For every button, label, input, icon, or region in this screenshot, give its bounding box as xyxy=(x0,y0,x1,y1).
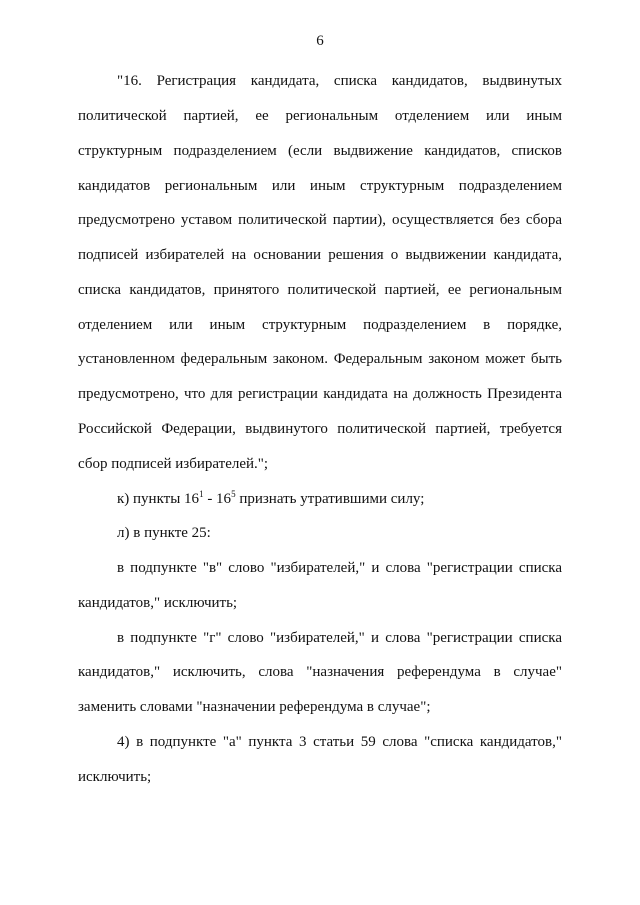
paragraph-16-line-9: установленном федеральным законом. Федеральным законом может быть xyxy=(78,351,562,367)
subitem-v-line-1: в подпункте "в" слово "избирателей," и слова "регистрации списка xyxy=(117,560,562,576)
item-k-sup-1: 1 xyxy=(199,489,204,499)
paragraph-16-line-2: политической партией, ее региональным отделением или иным xyxy=(78,108,562,124)
paragraph-16-line-6: подписей избирателей на основании решения о выдвижении кандидата, xyxy=(78,247,562,263)
page-number: 6 xyxy=(316,33,324,49)
paragraph-16-line-12: сбор подписей избирателей."; xyxy=(78,456,269,472)
paragraph-16-line-8: отделением или иным структурным подразделением в порядке, xyxy=(78,317,562,333)
subitem-g-line-3: заменить словами "назначении референдума в случае"; xyxy=(78,699,431,715)
subitem-v-line-2: кандидатов," исключить; xyxy=(78,595,238,611)
subitem-g-line-1: в подпункте "г" слово "избирателей," и слова "регистрации списка xyxy=(117,630,562,646)
item-k-prefix: к) пункты 16 xyxy=(117,491,200,507)
item-k xyxy=(117,490,562,508)
item-k-suffix: признать утратившими силу; xyxy=(235,491,425,507)
item-k-sup-5: 5 xyxy=(231,489,236,499)
paragraph-16-line-7: списка кандидатов, принятого политической партией, ее региональным xyxy=(78,282,562,298)
item-4-line-1: 4) в подпункте "а" пункта 3 статьи 59 слова "списка кандидатов," xyxy=(117,734,562,750)
paragraph-16-line-4: кандидатов региональным или иным структурным подразделением xyxy=(78,178,562,194)
paragraph-16-line-10: предусмотрено, что для регистрации кандидата на должность Президента xyxy=(78,386,562,402)
item-4-line-2: исключить; xyxy=(78,769,152,785)
item-l: л) в пункте 25: xyxy=(117,525,211,541)
paragraph-16-line-11: Российской Федерации, выдвинутого политической партией, требуется xyxy=(78,421,562,437)
paragraph-16-line-5: предусмотрено уставом политической партии), осуществляется без сбора xyxy=(78,212,562,228)
paragraph-16-line-3: структурным подразделением (если выдвижение кандидатов, списков xyxy=(78,143,562,159)
item-k-mid: - 16 xyxy=(203,491,232,507)
paragraph-16-line-1: "16. Регистрация кандидата, списка кандидатов, выдвинутых xyxy=(117,73,562,89)
subitem-g-line-2: кандидатов," исключить, слова "назначения референдума в случае" xyxy=(78,664,562,680)
